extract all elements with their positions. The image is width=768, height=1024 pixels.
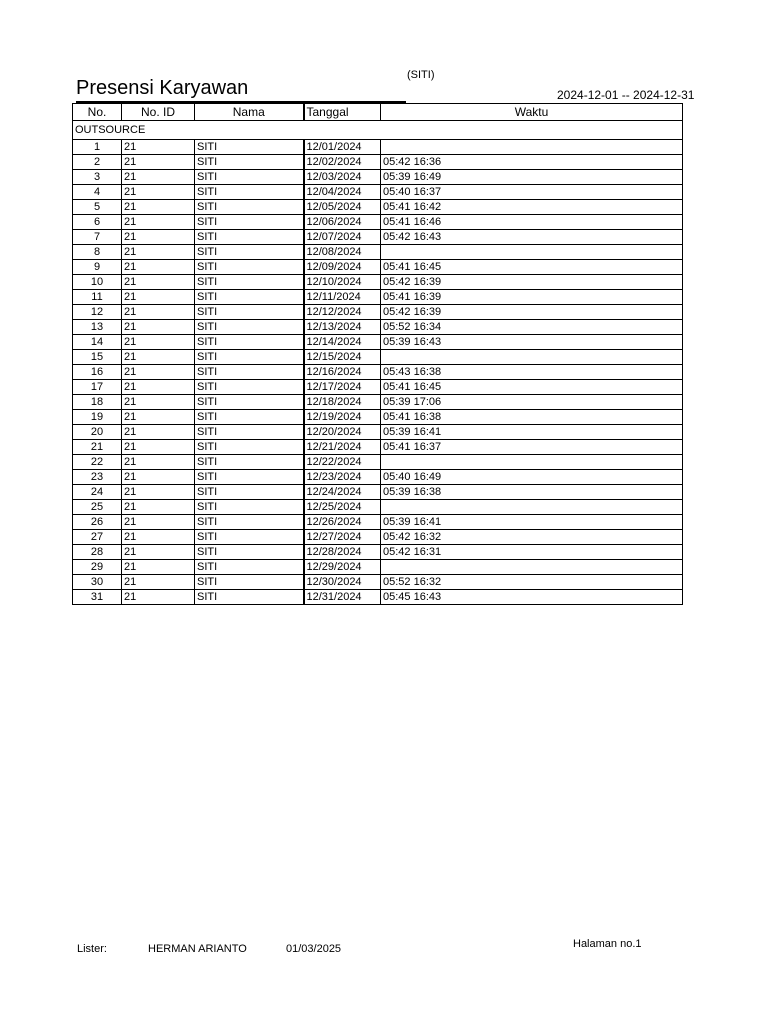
cell-tanggal: 12/30/2024 bbox=[304, 575, 381, 590]
cell-nama: SITI bbox=[195, 215, 304, 230]
cell-waktu: 05:43 16:38 bbox=[381, 365, 683, 380]
table-row bbox=[73, 560, 683, 575]
cell-tanggal: 12/29/2024 bbox=[304, 560, 381, 575]
cell-tanggal: 12/24/2024 bbox=[304, 485, 381, 500]
cell-no: 2 bbox=[73, 155, 122, 170]
cell-waktu: 05:41 16:39 bbox=[381, 290, 683, 305]
cell-no: 19 bbox=[73, 410, 122, 425]
cell-tanggal: 12/20/2024 bbox=[304, 425, 381, 440]
cell-waktu bbox=[381, 140, 683, 155]
cell-no: 30 bbox=[73, 575, 122, 590]
cell-waktu: 05:42 16:39 bbox=[381, 275, 683, 290]
cell-tanggal: 12/08/2024 bbox=[304, 245, 381, 260]
cell-no: 4 bbox=[73, 185, 122, 200]
cell-no: 25 bbox=[73, 500, 122, 515]
table-row bbox=[73, 245, 683, 260]
cell-id: 21 bbox=[122, 140, 195, 155]
cell-waktu: 05:41 16:38 bbox=[381, 410, 683, 425]
table-row bbox=[73, 425, 683, 440]
cell-waktu: 05:45 16:43 bbox=[381, 590, 683, 605]
cell-no: 11 bbox=[73, 290, 122, 305]
table-row bbox=[73, 260, 683, 275]
cell-waktu: 05:41 16:45 bbox=[381, 260, 683, 275]
cell-nama: SITI bbox=[195, 155, 304, 170]
cell-id: 21 bbox=[122, 170, 195, 185]
cell-nama: SITI bbox=[195, 170, 304, 185]
report-title: Presensi Karyawan bbox=[76, 75, 406, 103]
cell-nama: SITI bbox=[195, 455, 304, 470]
cell-nama: SITI bbox=[195, 200, 304, 215]
cell-tanggal: 12/16/2024 bbox=[304, 365, 381, 380]
cell-tanggal: 12/02/2024 bbox=[304, 155, 381, 170]
cell-tanggal: 12/19/2024 bbox=[304, 410, 381, 425]
cell-nama: SITI bbox=[195, 335, 304, 350]
cell-waktu: 05:39 17:06 bbox=[381, 395, 683, 410]
cell-id: 21 bbox=[122, 500, 195, 515]
group-label: OUTSOURCE bbox=[73, 121, 683, 140]
cell-id: 21 bbox=[122, 335, 195, 350]
table-row bbox=[73, 515, 683, 530]
print-date: 01/03/2025 bbox=[286, 943, 342, 955]
cell-id: 21 bbox=[122, 380, 195, 395]
table-row bbox=[73, 590, 683, 605]
table-row bbox=[73, 275, 683, 290]
cell-waktu: 05:40 16:37 bbox=[381, 185, 683, 200]
cell-waktu: 05:40 16:49 bbox=[381, 470, 683, 485]
table-row bbox=[73, 155, 683, 170]
table-row bbox=[73, 350, 683, 365]
table-row bbox=[73, 305, 683, 320]
cell-no: 21 bbox=[73, 440, 122, 455]
table-row bbox=[73, 575, 683, 590]
cell-no: 8 bbox=[73, 245, 122, 260]
table-header-row bbox=[73, 104, 683, 121]
cell-nama: SITI bbox=[195, 500, 304, 515]
table-row bbox=[73, 365, 683, 380]
column-header-no: No. bbox=[73, 104, 122, 121]
cell-tanggal: 12/14/2024 bbox=[304, 335, 381, 350]
cell-nama: SITI bbox=[195, 425, 304, 440]
cell-id: 21 bbox=[122, 485, 195, 500]
cell-no: 31 bbox=[73, 590, 122, 605]
cell-nama: SITI bbox=[195, 245, 304, 260]
table-row bbox=[73, 320, 683, 335]
cell-waktu bbox=[381, 245, 683, 260]
cell-nama: SITI bbox=[195, 290, 304, 305]
cell-no: 20 bbox=[73, 425, 122, 440]
cell-nama: SITI bbox=[195, 395, 304, 410]
cell-nama: SITI bbox=[195, 185, 304, 200]
cell-id: 21 bbox=[122, 410, 195, 425]
cell-nama: SITI bbox=[195, 350, 304, 365]
cell-id: 21 bbox=[122, 260, 195, 275]
cell-nama: SITI bbox=[195, 470, 304, 485]
cell-nama: SITI bbox=[195, 440, 304, 455]
column-header-nama: Nama bbox=[195, 104, 304, 121]
cell-tanggal: 12/25/2024 bbox=[304, 500, 381, 515]
cell-no: 1 bbox=[73, 140, 122, 155]
cell-no: 29 bbox=[73, 560, 122, 575]
cell-tanggal: 12/12/2024 bbox=[304, 305, 381, 320]
cell-id: 21 bbox=[122, 575, 195, 590]
table-row bbox=[73, 455, 683, 470]
cell-id: 21 bbox=[122, 320, 195, 335]
column-header-tanggal: Tanggal bbox=[304, 104, 381, 121]
cell-waktu: 05:42 16:31 bbox=[381, 545, 683, 560]
table-row bbox=[73, 485, 683, 500]
cell-nama: SITI bbox=[195, 530, 304, 545]
cell-tanggal: 12/07/2024 bbox=[304, 230, 381, 245]
cell-no: 9 bbox=[73, 260, 122, 275]
table-row bbox=[73, 545, 683, 560]
cell-tanggal: 12/15/2024 bbox=[304, 350, 381, 365]
cell-id: 21 bbox=[122, 185, 195, 200]
cell-no: 15 bbox=[73, 350, 122, 365]
table-row bbox=[73, 530, 683, 545]
cell-waktu: 05:39 16:49 bbox=[381, 170, 683, 185]
table-row bbox=[73, 230, 683, 245]
table-row bbox=[73, 140, 683, 155]
cell-tanggal: 12/31/2024 bbox=[304, 590, 381, 605]
cell-waktu: 05:41 16:37 bbox=[381, 440, 683, 455]
cell-id: 21 bbox=[122, 395, 195, 410]
cell-waktu: 05:41 16:46 bbox=[381, 215, 683, 230]
cell-waktu bbox=[381, 350, 683, 365]
cell-nama: SITI bbox=[195, 305, 304, 320]
employee-name-label: (SITI) bbox=[407, 69, 435, 81]
table-row bbox=[73, 500, 683, 515]
cell-id: 21 bbox=[122, 290, 195, 305]
table-row bbox=[73, 470, 683, 485]
cell-waktu: 05:42 16:39 bbox=[381, 305, 683, 320]
cell-waktu: 05:52 16:32 bbox=[381, 575, 683, 590]
cell-tanggal: 12/01/2024 bbox=[304, 140, 381, 155]
table-row bbox=[73, 170, 683, 185]
cell-id: 21 bbox=[122, 455, 195, 470]
cell-id: 21 bbox=[122, 530, 195, 545]
cell-tanggal: 12/18/2024 bbox=[304, 395, 381, 410]
cell-id: 21 bbox=[122, 545, 195, 560]
cell-id: 21 bbox=[122, 275, 195, 290]
cell-nama: SITI bbox=[195, 590, 304, 605]
cell-tanggal: 12/22/2024 bbox=[304, 455, 381, 470]
cell-waktu: 05:39 16:41 bbox=[381, 425, 683, 440]
table-row bbox=[73, 410, 683, 425]
cell-no: 18 bbox=[73, 395, 122, 410]
cell-no: 17 bbox=[73, 380, 122, 395]
cell-waktu: 05:39 16:38 bbox=[381, 485, 683, 500]
cell-no: 23 bbox=[73, 470, 122, 485]
cell-nama: SITI bbox=[195, 230, 304, 245]
table-row bbox=[73, 335, 683, 350]
cell-tanggal: 12/23/2024 bbox=[304, 470, 381, 485]
cell-no: 26 bbox=[73, 515, 122, 530]
cell-waktu: 05:42 16:43 bbox=[381, 230, 683, 245]
cell-id: 21 bbox=[122, 425, 195, 440]
cell-nama: SITI bbox=[195, 410, 304, 425]
lister-label: Lister: bbox=[77, 943, 107, 955]
cell-id: 21 bbox=[122, 200, 195, 215]
lister-name: HERMAN ARIANTO bbox=[148, 943, 247, 955]
table-row bbox=[73, 380, 683, 395]
cell-id: 21 bbox=[122, 515, 195, 530]
table-row bbox=[73, 185, 683, 200]
page-number: Halaman no.1 bbox=[573, 938, 642, 950]
cell-no: 6 bbox=[73, 215, 122, 230]
column-header-waktu: Waktu bbox=[381, 104, 683, 121]
cell-nama: SITI bbox=[195, 515, 304, 530]
table-row bbox=[73, 440, 683, 455]
cell-nama: SITI bbox=[195, 140, 304, 155]
cell-no: 13 bbox=[73, 320, 122, 335]
cell-nama: SITI bbox=[195, 575, 304, 590]
cell-no: 27 bbox=[73, 530, 122, 545]
cell-tanggal: 12/28/2024 bbox=[304, 545, 381, 560]
cell-id: 21 bbox=[122, 365, 195, 380]
cell-no: 28 bbox=[73, 545, 122, 560]
cell-id: 21 bbox=[122, 440, 195, 455]
cell-nama: SITI bbox=[195, 380, 304, 395]
cell-nama: SITI bbox=[195, 275, 304, 290]
cell-tanggal: 12/11/2024 bbox=[304, 290, 381, 305]
cell-tanggal: 12/27/2024 bbox=[304, 530, 381, 545]
report-period: 2024-12-01 -- 2024-12-31 bbox=[557, 88, 695, 102]
cell-nama: SITI bbox=[195, 260, 304, 275]
cell-id: 21 bbox=[122, 590, 195, 605]
cell-tanggal: 12/05/2024 bbox=[304, 200, 381, 215]
cell-waktu: 05:52 16:34 bbox=[381, 320, 683, 335]
cell-tanggal: 12/10/2024 bbox=[304, 275, 381, 290]
cell-nama: SITI bbox=[195, 485, 304, 500]
cell-tanggal: 12/09/2024 bbox=[304, 260, 381, 275]
cell-no: 16 bbox=[73, 365, 122, 380]
cell-id: 21 bbox=[122, 305, 195, 320]
cell-waktu: 05:39 16:43 bbox=[381, 335, 683, 350]
cell-nama: SITI bbox=[195, 545, 304, 560]
cell-no: 24 bbox=[73, 485, 122, 500]
cell-waktu: 05:41 16:45 bbox=[381, 380, 683, 395]
table-row bbox=[73, 290, 683, 305]
cell-tanggal: 12/13/2024 bbox=[304, 320, 381, 335]
cell-nama: SITI bbox=[195, 365, 304, 380]
cell-waktu bbox=[381, 500, 683, 515]
cell-tanggal: 12/21/2024 bbox=[304, 440, 381, 455]
cell-no: 3 bbox=[73, 170, 122, 185]
cell-waktu: 05:39 16:41 bbox=[381, 515, 683, 530]
cell-id: 21 bbox=[122, 245, 195, 260]
cell-no: 5 bbox=[73, 200, 122, 215]
cell-waktu: 05:41 16:42 bbox=[381, 200, 683, 215]
cell-tanggal: 12/26/2024 bbox=[304, 515, 381, 530]
cell-id: 21 bbox=[122, 470, 195, 485]
cell-no: 14 bbox=[73, 335, 122, 350]
cell-no: 22 bbox=[73, 455, 122, 470]
table-row bbox=[73, 200, 683, 215]
cell-tanggal: 12/06/2024 bbox=[304, 215, 381, 230]
cell-id: 21 bbox=[122, 215, 195, 230]
column-header-id: No. ID bbox=[122, 104, 195, 121]
cell-waktu bbox=[381, 455, 683, 470]
cell-no: 7 bbox=[73, 230, 122, 245]
cell-nama: SITI bbox=[195, 560, 304, 575]
cell-id: 21 bbox=[122, 560, 195, 575]
cell-no: 12 bbox=[73, 305, 122, 320]
cell-waktu: 05:42 16:32 bbox=[381, 530, 683, 545]
cell-tanggal: 12/03/2024 bbox=[304, 170, 381, 185]
cell-id: 21 bbox=[122, 155, 195, 170]
cell-tanggal: 12/04/2024 bbox=[304, 185, 381, 200]
table-row bbox=[73, 215, 683, 230]
table-row bbox=[73, 395, 683, 410]
cell-id: 21 bbox=[122, 350, 195, 365]
cell-tanggal: 12/17/2024 bbox=[304, 380, 381, 395]
attendance-table bbox=[72, 103, 683, 605]
cell-nama: SITI bbox=[195, 320, 304, 335]
cell-id: 21 bbox=[122, 230, 195, 245]
cell-waktu: 05:42 16:36 bbox=[381, 155, 683, 170]
cell-waktu bbox=[381, 560, 683, 575]
cell-no: 10 bbox=[73, 275, 122, 290]
group-row bbox=[73, 121, 683, 140]
